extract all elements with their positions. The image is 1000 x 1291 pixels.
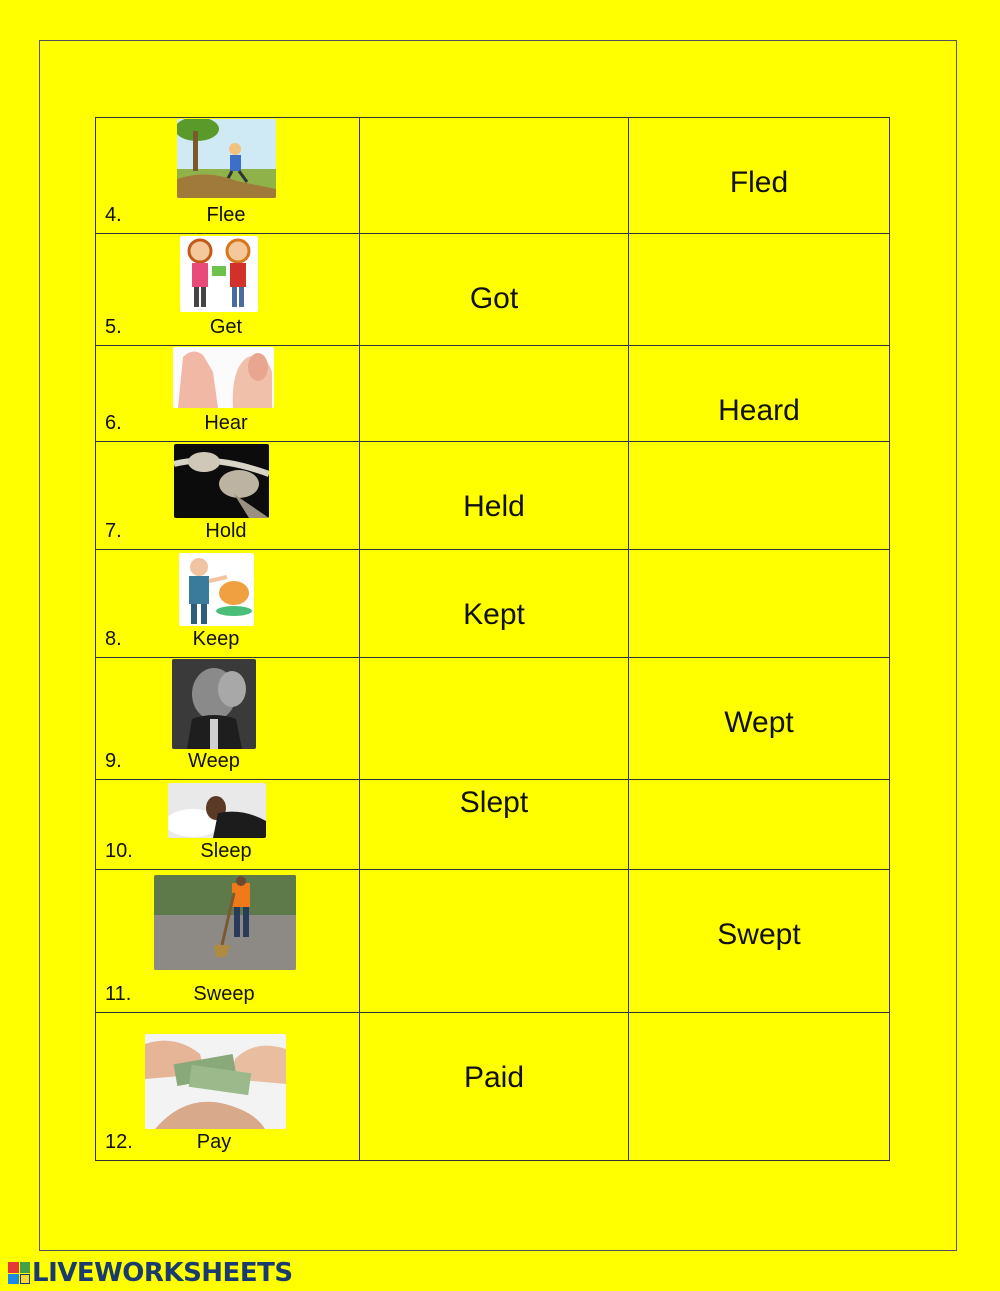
base-verb: Weep [188, 750, 240, 772]
participle-verb: Fled [729, 166, 789, 199]
base-verb: Hold [205, 520, 247, 542]
past-cell[interactable] [360, 346, 629, 442]
base-verb: Pay [196, 1131, 232, 1153]
base-cell [96, 234, 360, 346]
past-verb: Got [469, 282, 519, 315]
base-cell [96, 346, 360, 442]
table-row [96, 346, 890, 442]
past-verb: Kept [463, 598, 525, 631]
participle-verb: Swept [717, 918, 801, 951]
base-verb: Sleep [200, 840, 252, 862]
item-number: 11. [105, 983, 132, 1005]
money-hands-picture [145, 1034, 286, 1129]
participle-cell[interactable] [629, 346, 890, 442]
item-number: 8. [105, 628, 122, 650]
table-row [96, 118, 890, 234]
brand-name: LIVEWORKSHEETS [32, 1258, 293, 1288]
base-cell [96, 1013, 360, 1161]
past-cell[interactable] [360, 1013, 629, 1161]
past-cell[interactable] [360, 442, 629, 550]
worker-sweeping-picture [154, 875, 296, 970]
past-cell[interactable] [360, 118, 629, 234]
past-verb: Held [463, 490, 525, 523]
participle-verb: Heard [718, 394, 800, 427]
table-row [96, 550, 890, 658]
participle-cell[interactable] [629, 1013, 890, 1161]
past-verb: Paid [463, 1061, 525, 1094]
liveworksheets-logo[interactable] [8, 1260, 293, 1286]
base-cell [96, 658, 360, 780]
past-cell[interactable] [360, 234, 629, 346]
base-verb: Keep [192, 628, 240, 650]
item-number: 9. [105, 750, 122, 772]
verb-table [95, 117, 890, 1161]
participle-cell[interactable] [629, 550, 890, 658]
base-cell [96, 780, 360, 870]
participle-cell[interactable] [629, 442, 890, 550]
item-number: 5. [105, 316, 122, 338]
base-verb: Sweep [193, 983, 255, 1005]
item-number: 12. [105, 1131, 133, 1153]
past-cell[interactable] [360, 780, 629, 870]
participle-verb: Wept [724, 706, 794, 739]
participle-cell[interactable] [629, 658, 890, 780]
participle-cell[interactable] [629, 870, 890, 1013]
base-cell [96, 870, 360, 1013]
base-verb: Get [209, 316, 243, 338]
hands-rope-picture [174, 444, 269, 518]
man-crying-picture [172, 659, 256, 749]
item-number: 4. [105, 204, 122, 226]
base-cell [96, 550, 360, 658]
participle-cell[interactable] [629, 234, 890, 346]
participle-cell[interactable] [629, 780, 890, 870]
table-row [96, 442, 890, 550]
kids-gift-picture [180, 236, 258, 312]
past-verb: Slept [459, 786, 529, 819]
past-cell[interactable] [360, 870, 629, 1013]
table-row [96, 234, 890, 346]
table-row [96, 658, 890, 780]
table-row [96, 780, 890, 870]
base-cell [96, 118, 360, 234]
item-number: 10. [105, 840, 133, 862]
boy-running-picture [177, 119, 276, 198]
ear-hand-picture [173, 347, 274, 408]
past-cell[interactable] [360, 658, 629, 780]
participle-cell[interactable] [629, 118, 890, 234]
base-verb: Flee [206, 204, 246, 226]
man-piggybank-picture [179, 553, 254, 626]
item-number: 7. [105, 520, 122, 542]
man-sleeping-picture [168, 783, 266, 838]
past-cell[interactable] [360, 550, 629, 658]
liveworksheets-icon [8, 1262, 30, 1284]
table-row [96, 1013, 890, 1161]
item-number: 6. [105, 412, 122, 434]
base-cell [96, 442, 360, 550]
table-row [96, 870, 890, 1013]
base-verb: Hear [204, 412, 248, 434]
